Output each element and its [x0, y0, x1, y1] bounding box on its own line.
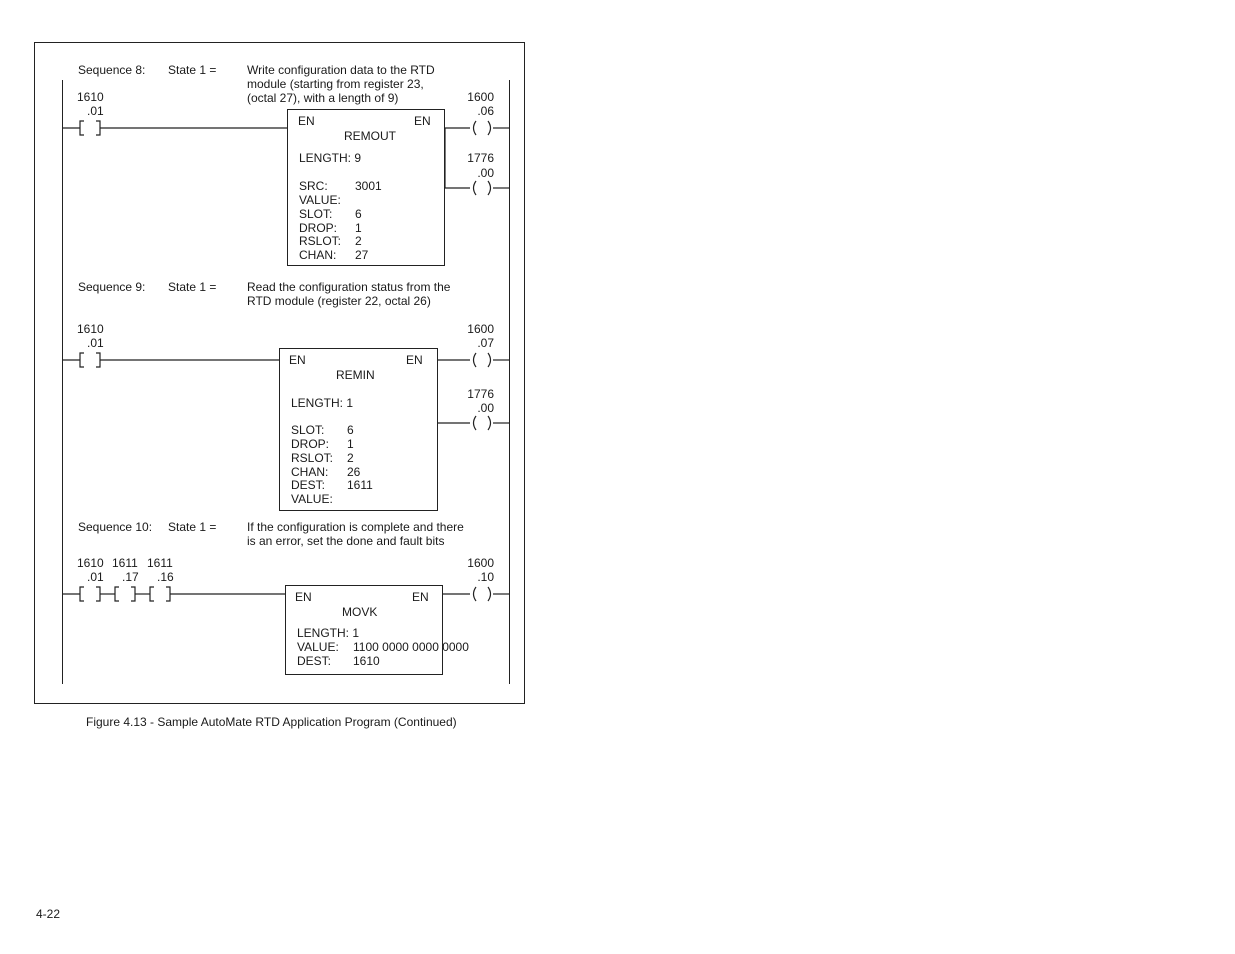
movk-param-label: DEST: [297, 654, 332, 668]
rung1-coil2-register: 1776 [467, 151, 494, 165]
rung1-coil1-register: 1600 [467, 90, 494, 104]
remout-param-label: SRC: [299, 179, 328, 193]
rung2-coil1-bit: .07 [477, 336, 494, 350]
remout-instruction-name: REMOUT [344, 129, 396, 143]
movk-en-in: EN [295, 590, 312, 604]
rung2-comment-line1: Read the configuration status from the [247, 280, 451, 294]
rung2-coil1-register: 1600 [467, 322, 494, 336]
remin-param-label: DEST: [291, 478, 326, 492]
movk-param-value: 1100 0000 0000 0000 [353, 640, 469, 654]
rung1-comment-line2: module (starting from register 23, [247, 77, 424, 91]
rung3-comment-line1: If the configuration is complete and there [247, 520, 464, 534]
rung1-sequence-label: Sequence 8: [78, 63, 146, 77]
remout-param-value: 27 [355, 248, 369, 262]
movk-param-value: 1610 [353, 654, 380, 668]
rung3-comment-line2: is an error, set the done and fault bits [247, 534, 445, 548]
remout-param-label: SLOT: [299, 207, 333, 221]
rung3-contact2-register: 1611 [112, 556, 138, 570]
rung1-state-label: State 1 = [168, 63, 217, 77]
rung2-coil2-bit: .00 [477, 401, 494, 415]
movk-instruction-name: MOVK [342, 605, 378, 619]
remin-length: LENGTH: 1 [291, 396, 354, 410]
remin-en-out: EN [406, 353, 423, 367]
remout-length: LENGTH: 9 [299, 151, 362, 165]
movk-en-out: EN [412, 590, 429, 604]
rung3-sequence-label: Sequence 10: [78, 520, 153, 534]
remout-param-label: CHAN: [299, 248, 337, 262]
remout-param-value: 6 [355, 207, 362, 221]
page-number: 4-22 [36, 907, 61, 921]
remout-param-value: 2 [355, 234, 362, 248]
rung1-comment-line3: (octal 27), with a length of 9) [247, 91, 399, 105]
remout-param-label: DROP: [299, 221, 338, 235]
movk-length: LENGTH: 1 [297, 626, 360, 640]
rung2-contact-register: 1610 [77, 322, 104, 336]
rung2-contact-bit: .01 [87, 336, 104, 350]
remin-param-value: 1611 [347, 478, 373, 492]
remin-en-in: EN [289, 353, 306, 367]
remin-param-value: 26 [347, 465, 361, 479]
movk-param-label: VALUE: [297, 640, 339, 654]
remin-param-value: 6 [347, 423, 354, 437]
figure-caption: Figure 4.13 - Sample AutoMate RTD Application Program (Continued) [86, 715, 457, 729]
remout-en-out: EN [414, 114, 431, 128]
remout-param-label: VALUE: [299, 193, 341, 207]
rung3-contact1-bit: .01 [87, 570, 104, 584]
remout-param-value: 3001 [355, 179, 382, 193]
remin-param-label: SLOT: [291, 423, 325, 437]
rung3-coil1-bit: .10 [477, 570, 494, 584]
remin-param-label: VALUE: [291, 492, 333, 506]
rung1-contact-register: 1610 [77, 90, 104, 104]
rung3-contact1-register: 1610 [77, 556, 104, 570]
remout-param-label: RSLOT: [299, 234, 342, 248]
rung3-coil1-register: 1600 [467, 556, 494, 570]
rung3-contact3-register: 1611 [147, 556, 173, 570]
rung2-state-label: State 1 = [168, 280, 217, 294]
rung1-coil2-bit: .00 [477, 166, 494, 180]
remout-param-value: 1 [355, 221, 362, 235]
remin-param-value: 1 [347, 437, 354, 451]
rung3-contact2-bit: .17 [122, 570, 139, 584]
rung1-comment-line1: Write configuration data to the RTD [247, 63, 435, 77]
rung3-state-label: State 1 = [168, 520, 217, 534]
rung2-comment-line2: RTD module (register 22, octal 26) [247, 294, 431, 308]
remin-param-label: RSLOT: [291, 451, 334, 465]
rung1-contact-bit: .01 [87, 104, 104, 118]
rung1-coil1-bit: .06 [477, 104, 494, 118]
remout-en-in: EN [298, 114, 315, 128]
rung3-contact3-bit: .16 [157, 570, 174, 584]
remin-param-value: 2 [347, 451, 354, 465]
remin-param-label: CHAN: [291, 465, 329, 479]
remin-param-label: DROP: [291, 437, 330, 451]
remin-instruction-name: REMIN [336, 368, 375, 382]
rung2-coil2-register: 1776 [467, 387, 494, 401]
rung2-sequence-label: Sequence 9: [78, 280, 146, 294]
